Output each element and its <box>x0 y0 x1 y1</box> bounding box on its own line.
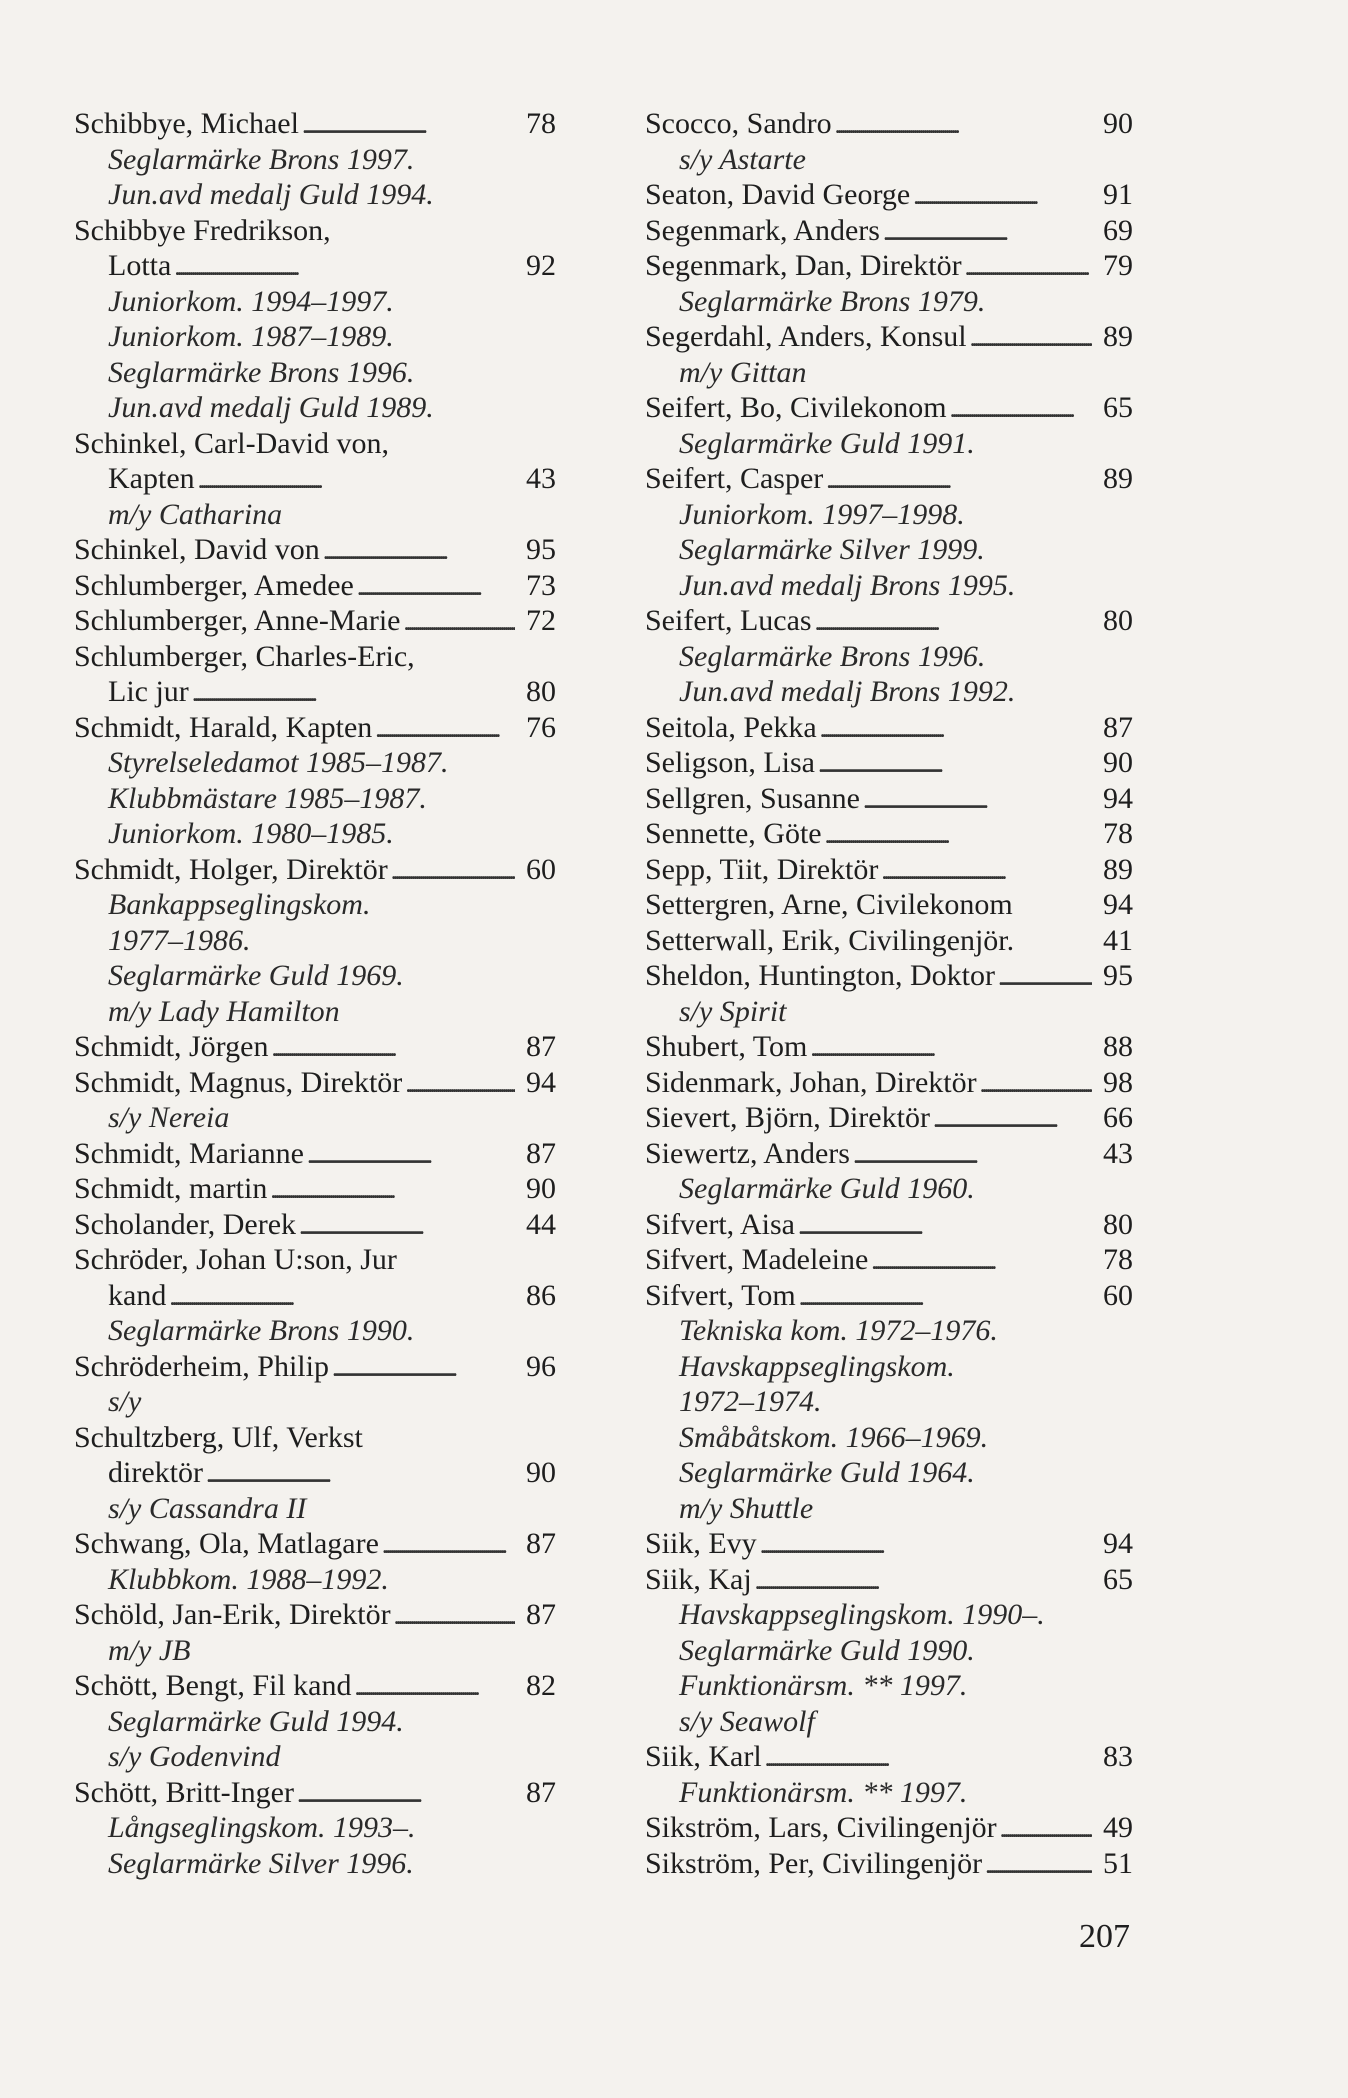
entry-page-number: 90 <box>1103 107 1133 140</box>
entry-page-number: 94 <box>526 1065 556 1099</box>
dot-leader <box>405 1068 515 1104</box>
index-entry-note <box>74 284 556 320</box>
entry-page-number: 95 <box>526 533 556 566</box>
dot-leader <box>382 1529 515 1565</box>
entry-text: Seligson, Lisa <box>645 746 815 779</box>
entry-text: s/y Nereia <box>108 1101 230 1134</box>
dot-leader <box>394 1600 515 1636</box>
entry-page-number: 78 <box>1103 1243 1133 1276</box>
dot-leader <box>985 1849 1092 1885</box>
dot-leader <box>192 677 515 713</box>
entry-text: Scholander, Derek <box>74 1207 297 1241</box>
entry-text: Schultzberg, Ulf, Verkst <box>74 1420 363 1454</box>
entry-text: Kapten <box>108 462 195 495</box>
entry-text: Seglarmärke Guld 1969. <box>108 959 404 992</box>
index-entry-note <box>645 532 1133 568</box>
index-entry-note <box>74 355 556 391</box>
entry-page-number: 87 <box>526 1136 556 1170</box>
index-entry <box>74 532 556 568</box>
entry-text: Klubbmästare 1985–1987. <box>108 781 427 815</box>
entry-page-number: 98 <box>1103 1065 1133 1099</box>
dot-leader <box>965 251 1092 287</box>
index-entry <box>645 781 1133 817</box>
dot-leader <box>798 1210 1092 1246</box>
index-entry <box>645 461 1133 497</box>
entry-text: Seaton, David George <box>645 178 911 211</box>
entry-page-number: 72 <box>526 604 556 637</box>
entry-text: Sifvert, Madeleine <box>645 1243 869 1276</box>
index-entry-note <box>645 142 1133 178</box>
index-entry <box>645 852 1133 888</box>
entry-page-number: 94 <box>1103 781 1133 815</box>
entry-text: s/y Spirit <box>679 994 787 1028</box>
entry-page-number: 82 <box>526 1669 556 1702</box>
entry-page-number: 78 <box>526 107 556 140</box>
entry-text: Schött, Bengt, Fil kand <box>74 1669 352 1702</box>
index-entry-note <box>645 355 1133 391</box>
index-entry-note <box>74 816 556 852</box>
index-entry <box>74 1065 556 1101</box>
index-entry <box>645 1136 1133 1172</box>
entry-text: Schröder, Johan U:son, Jur <box>74 1243 397 1276</box>
entry-text: Schlumberger, Amedee <box>74 568 354 602</box>
entry-text: Småbåtskom. 1966–1969. <box>679 1420 989 1454</box>
dot-leader <box>863 784 1092 820</box>
index-entry-note <box>74 958 556 994</box>
entry-text: Sievert, Björn, Direktör <box>645 1101 930 1134</box>
entry-text: Seifert, Lucas <box>645 604 812 637</box>
index-entry-note <box>645 994 1133 1030</box>
index-entry <box>74 710 556 746</box>
entry-text: Sepp, Tiit, Direktör <box>645 852 879 886</box>
entry-text: Funktionärsm. ** 1997. <box>679 1775 968 1809</box>
entry-page-number: 78 <box>1103 817 1133 850</box>
entry-text: Schwang, Ola, Matlagare <box>74 1527 379 1560</box>
entry-text: Lic jur <box>108 675 189 708</box>
entry-page-number: 94 <box>1103 888 1133 921</box>
dot-leader <box>206 1458 515 1494</box>
entry-text: Jun.avd medalj Brons 1992. <box>679 675 1016 708</box>
dot-leader <box>1000 1813 1092 1849</box>
index-entry-note <box>74 1846 556 1882</box>
index-entry-note <box>74 390 556 426</box>
index-column-right <box>645 106 1133 1881</box>
index-entry <box>74 1242 556 1278</box>
entry-text: Jun.avd medalj Guld 1994. <box>108 178 434 211</box>
index-entry <box>74 1278 556 1314</box>
entry-page-number: 60 <box>1103 1278 1133 1312</box>
entry-text: m/y Lady Hamilton <box>108 994 340 1028</box>
entry-text: Schmidt, martin <box>74 1172 268 1205</box>
entry-text: Klubbkom. 1988–1992. <box>108 1562 389 1596</box>
entry-text: m/y Shuttle <box>679 1491 814 1525</box>
entry-text: 1977–1986. <box>108 923 251 957</box>
entry-page-number: 96 <box>526 1349 556 1383</box>
dot-leader <box>174 251 515 287</box>
entry-text: Juniorkom. 1987–1989. <box>108 320 394 353</box>
entry-page-number: 89 <box>1103 462 1133 495</box>
entry-text: Shubert, Tom <box>645 1030 808 1063</box>
entry-text: Seglarmärke Brons 1996. <box>679 639 986 673</box>
entry-text: Siik, Evy <box>645 1527 757 1560</box>
entry-page-number: 83 <box>1103 1740 1133 1773</box>
entry-text: Seglarmärke Brons 1979. <box>679 284 986 318</box>
entry-text: Jun.avd medalj Brons 1995. <box>679 568 1016 602</box>
index-entry <box>645 710 1133 746</box>
entry-page-number: 92 <box>526 249 556 282</box>
dot-leader <box>799 1281 1092 1317</box>
dot-leader <box>355 1671 516 1707</box>
index-entry <box>74 1775 556 1811</box>
entry-text: Sikström, Per, Civilingenjör <box>645 1846 983 1880</box>
index-entry-note <box>645 674 1133 710</box>
index-entry <box>645 1562 1133 1598</box>
index-entry <box>74 1207 556 1243</box>
dot-leader <box>271 1032 515 1068</box>
index-entry-note <box>74 1704 556 1740</box>
dot-leader <box>307 1139 515 1175</box>
entry-text: Jun.avd medalj Guld 1989. <box>108 391 434 424</box>
entry-page-number: 80 <box>526 675 556 708</box>
entry-text: Havskappseglingskom. <box>679 1349 955 1383</box>
dot-leader <box>297 1778 515 1814</box>
entry-text: Seifert, Casper <box>645 462 824 495</box>
dot-leader <box>765 1742 1092 1778</box>
index-entry <box>74 1349 556 1385</box>
entry-text: Sidenmark, Johan, Direktör <box>645 1065 977 1099</box>
index-entry-note <box>645 1775 1133 1811</box>
entry-text: Segenmark, Anders <box>645 213 880 247</box>
entry-text: s/y Astarte <box>679 142 806 176</box>
entry-text: s/y Cassandra II <box>108 1491 307 1525</box>
index-entry-note <box>645 568 1133 604</box>
entry-text: Siik, Kaj <box>645 1562 752 1596</box>
index-entry-note <box>645 1704 1133 1740</box>
index-entry-note <box>74 497 556 533</box>
index-entry-note <box>74 923 556 959</box>
index-entry-note <box>645 1420 1133 1456</box>
entry-text: Schmidt, Holger, Direktör <box>74 852 388 886</box>
index-entry <box>645 603 1133 639</box>
entry-page-number: 88 <box>1103 1030 1133 1063</box>
entry-page-number: 90 <box>526 1456 556 1489</box>
dot-leader <box>818 748 1092 784</box>
index-entry-note <box>74 994 556 1030</box>
dot-leader <box>391 855 515 891</box>
dot-leader <box>270 1174 515 1210</box>
entry-page-number: 87 <box>526 1598 556 1631</box>
entry-page-number: 44 <box>526 1207 556 1241</box>
entry-text: Seglarmärke Silver 1999. <box>679 533 985 566</box>
entry-page-number: 95 <box>1103 959 1133 992</box>
entry-text: Seglarmärke Brons 1990. <box>108 1314 415 1347</box>
entry-page-number: 73 <box>526 568 556 602</box>
entry-page-number: 87 <box>1103 710 1133 744</box>
entry-page-number: 66 <box>1103 1101 1133 1134</box>
entry-text: Setterwall, Erik, Civilingenjör. <box>645 923 1015 957</box>
entry-text: Seglarmärke Brons 1996. <box>108 355 415 389</box>
dot-leader <box>835 109 1092 145</box>
entry-text: Seglarmärke Guld 1990. <box>679 1633 975 1667</box>
dot-leader <box>810 1032 1092 1068</box>
index-entry-note <box>74 1633 556 1669</box>
entry-text: Långseglingskom. 1993–. <box>108 1811 416 1844</box>
entry-text: s/y Seawolf <box>679 1704 815 1738</box>
entry-text: m/y JB <box>108 1633 191 1667</box>
dot-leader <box>998 961 1092 997</box>
entry-text: s/y <box>108 1385 142 1418</box>
entry-page-number: 91 <box>1103 178 1133 211</box>
dot-leader <box>299 1210 515 1246</box>
entry-text: Schlumberger, Charles-Eric, <box>74 639 415 673</box>
entry-text: Sifvert, Aisa <box>645 1207 795 1241</box>
entry-text: Havskappseglingskom. 1990–. <box>679 1598 1045 1631</box>
entry-text: Settergren, Arne, Civilekonom <box>645 888 1013 921</box>
index-entry <box>74 1136 556 1172</box>
dot-leader <box>826 464 1092 500</box>
dot-leader <box>913 180 1092 216</box>
entry-text: Siik, Karl <box>645 1740 762 1773</box>
index-entry <box>74 213 556 249</box>
entry-text: Schött, Britt-Inger <box>74 1775 294 1809</box>
entry-page-number: 90 <box>526 1172 556 1205</box>
dot-leader <box>323 535 515 571</box>
index-entry <box>645 248 1133 284</box>
entry-text: Siewertz, Anders <box>645 1136 850 1170</box>
index-entry <box>74 1171 556 1207</box>
entry-text: Schinkel, David von <box>74 533 320 566</box>
entry-text: 1972–1974. <box>679 1385 822 1418</box>
entry-text: Schinkel, Carl-David von, <box>74 426 389 460</box>
page-number: 207 <box>1079 1918 1130 1955</box>
index-entry-note <box>74 142 556 178</box>
entry-text: Seglarmärke Silver 1996. <box>108 1846 414 1880</box>
index-entry-note <box>74 1562 556 1598</box>
entry-text: Bankappseglingskom. <box>108 888 371 921</box>
index-entry <box>645 1846 1133 1882</box>
entry-page-number: 76 <box>526 710 556 744</box>
entry-text: Schmidt, Marianne <box>74 1136 304 1170</box>
index-column-left <box>74 106 556 1881</box>
entry-text: Juniorkom. 1994–1997. <box>108 284 394 318</box>
index-entry <box>645 390 1133 426</box>
index-entry-note <box>645 1349 1133 1385</box>
index-entry <box>645 816 1133 852</box>
index-entry <box>645 745 1133 781</box>
index-entry <box>74 426 556 462</box>
dot-leader <box>881 855 1092 891</box>
entry-text: m/y Catharina <box>108 497 283 531</box>
dot-leader <box>357 571 515 607</box>
entry-page-number: 43 <box>1103 1136 1133 1170</box>
dot-leader <box>820 713 1092 749</box>
entry-text: s/y Godenvind <box>108 1740 281 1773</box>
dot-leader <box>933 1103 1092 1139</box>
entry-text: Schröderheim, Philip <box>74 1349 329 1383</box>
entry-page-number: 60 <box>526 852 556 886</box>
entry-text: Segerdahl, Anders, Konsul <box>645 320 967 353</box>
dot-leader <box>815 606 1092 642</box>
dot-leader <box>853 1139 1092 1175</box>
entry-page-number: 87 <box>526 1775 556 1809</box>
index-entry <box>74 1029 556 1065</box>
dot-leader <box>970 322 1092 358</box>
entry-page-number: 80 <box>1103 1207 1133 1241</box>
entry-text: Schlumberger, Anne-Marie <box>74 604 401 637</box>
index-entry <box>645 923 1133 959</box>
index-entry <box>74 106 556 142</box>
dot-leader <box>760 1529 1092 1565</box>
index-entry <box>74 248 556 284</box>
dot-leader <box>332 1352 515 1388</box>
entry-text: Lotta <box>108 249 172 282</box>
index-entry <box>74 1668 556 1704</box>
index-entry <box>74 461 556 497</box>
index-entry-note <box>645 1633 1133 1669</box>
entry-text: Schöld, Jan-Erik, Direktör <box>74 1598 391 1631</box>
index-entry-note <box>645 1668 1133 1704</box>
index-entry <box>645 1810 1133 1846</box>
entry-page-number: 94 <box>1103 1527 1133 1560</box>
entry-text: Schmidt, Jörgen <box>74 1030 269 1063</box>
entry-text: Schmidt, Magnus, Direktör <box>74 1065 403 1099</box>
dot-leader <box>403 606 515 642</box>
dot-leader <box>871 1245 1092 1281</box>
index-entry-note <box>74 1313 556 1349</box>
index-entry-note <box>74 177 556 213</box>
index-entry-note <box>74 1810 556 1846</box>
index-entry <box>74 674 556 710</box>
entry-page-number: 49 <box>1103 1811 1133 1844</box>
entry-page-number: 69 <box>1103 213 1133 247</box>
index-entry <box>645 1278 1133 1314</box>
index-entry-note <box>645 1455 1133 1491</box>
dot-leader <box>755 1565 1092 1601</box>
index-entry-note <box>645 426 1133 462</box>
index-entry-note <box>74 319 556 355</box>
index-entry-note <box>645 1384 1133 1420</box>
entry-text: Seglarmärke Brons 1997. <box>108 142 415 176</box>
entry-text: Sikström, Lars, Civilingenjör <box>645 1811 997 1844</box>
index-entry <box>645 1065 1133 1101</box>
entry-text: Schibbye Fredrikson, <box>74 213 331 247</box>
entry-text: Seglarmärke Guld 1994. <box>108 1704 404 1738</box>
index-entry-note <box>74 745 556 781</box>
index-entry-note <box>74 1384 556 1420</box>
entry-page-number: 89 <box>1103 320 1133 353</box>
index-entry <box>645 1526 1133 1562</box>
index-entry-note <box>74 1491 556 1527</box>
entry-page-number: 86 <box>526 1278 556 1312</box>
entry-text: Schibbye, Michael <box>74 107 299 140</box>
entry-text: Funktionärsm. ** 1997. <box>679 1669 968 1702</box>
index-entry <box>645 1029 1133 1065</box>
index-entry <box>645 106 1133 142</box>
entry-text: Sifvert, Tom <box>645 1278 796 1312</box>
index-entry <box>645 1242 1133 1278</box>
index-entry <box>74 1455 556 1491</box>
index-entry-note <box>74 1100 556 1136</box>
index-entry-note <box>645 1171 1133 1207</box>
index-entry-note <box>645 497 1133 533</box>
entry-text: Seglarmärke Guld 1964. <box>679 1456 975 1489</box>
entry-page-number: 89 <box>1103 852 1133 886</box>
entry-text: Juniorkom. 1997–1998. <box>679 497 965 531</box>
entry-text: Seglarmärke Guld 1960. <box>679 1172 975 1205</box>
index-entry <box>645 887 1133 923</box>
entry-text: Seifert, Bo, Civilekonom <box>645 391 947 424</box>
entry-text: Seitola, Pekka <box>645 710 817 744</box>
index-entry <box>74 1597 556 1633</box>
entry-page-number: 90 <box>1103 746 1133 779</box>
entry-page-number: 51 <box>1103 1846 1133 1880</box>
index-entry <box>74 639 556 675</box>
entry-text: Segenmark, Dan, Direktör <box>645 249 962 282</box>
dot-leader <box>198 464 515 500</box>
index-entry <box>645 177 1133 213</box>
index-entry <box>645 958 1133 994</box>
entry-text: direktör <box>108 1456 203 1489</box>
index-entry <box>74 603 556 639</box>
index-entry <box>645 1100 1133 1136</box>
entry-page-number: 87 <box>526 1030 556 1063</box>
entry-text: Styrelseledamot 1985–1987. <box>108 746 449 779</box>
index-entry-note <box>645 1313 1133 1349</box>
entry-text: Sellgren, Susanne <box>645 781 860 815</box>
index-entry <box>74 852 556 888</box>
index-entry <box>645 213 1133 249</box>
entry-page-number: 79 <box>1103 249 1133 282</box>
dot-leader <box>883 216 1092 252</box>
entry-text: Scocco, Sandro <box>645 107 832 140</box>
entry-text: Schmidt, Harald, Kapten <box>74 710 373 744</box>
index-entry <box>74 568 556 604</box>
dot-leader <box>169 1281 515 1317</box>
index-entry-note <box>645 639 1133 675</box>
index-entry-note <box>74 1739 556 1775</box>
dot-leader <box>980 1068 1092 1104</box>
dot-leader <box>825 819 1092 855</box>
index-entry <box>645 1207 1133 1243</box>
index-entry <box>645 319 1133 355</box>
index-entry-note <box>645 1491 1133 1527</box>
index-entry-note <box>645 1597 1133 1633</box>
entry-text: Tekniska kom. 1972–1976. <box>679 1314 998 1347</box>
index-entry-note <box>645 284 1133 320</box>
index-entry <box>645 1739 1133 1775</box>
entry-text: m/y Gittan <box>679 355 807 389</box>
entry-page-number: 43 <box>526 462 556 495</box>
entry-page-number: 80 <box>1103 604 1133 637</box>
index-entry <box>74 1526 556 1562</box>
entry-page-number: 65 <box>1103 1562 1133 1596</box>
dot-leader <box>950 393 1092 429</box>
entry-page-number: 41 <box>1103 923 1133 957</box>
entry-text: Seglarmärke Guld 1991. <box>679 426 975 460</box>
entry-page-number: 87 <box>526 1527 556 1560</box>
dot-leader <box>302 109 515 145</box>
entry-text: Juniorkom. 1980–1985. <box>108 817 394 850</box>
index-entry-note <box>74 887 556 923</box>
entry-text: kand <box>108 1278 167 1312</box>
index-entry <box>74 1420 556 1456</box>
index-entry-note <box>74 781 556 817</box>
entry-text: Sennette, Göte <box>645 817 822 850</box>
entry-text: Sheldon, Huntington, Doktor <box>645 959 995 992</box>
entry-page-number: 65 <box>1103 391 1133 424</box>
dot-leader <box>375 713 515 749</box>
